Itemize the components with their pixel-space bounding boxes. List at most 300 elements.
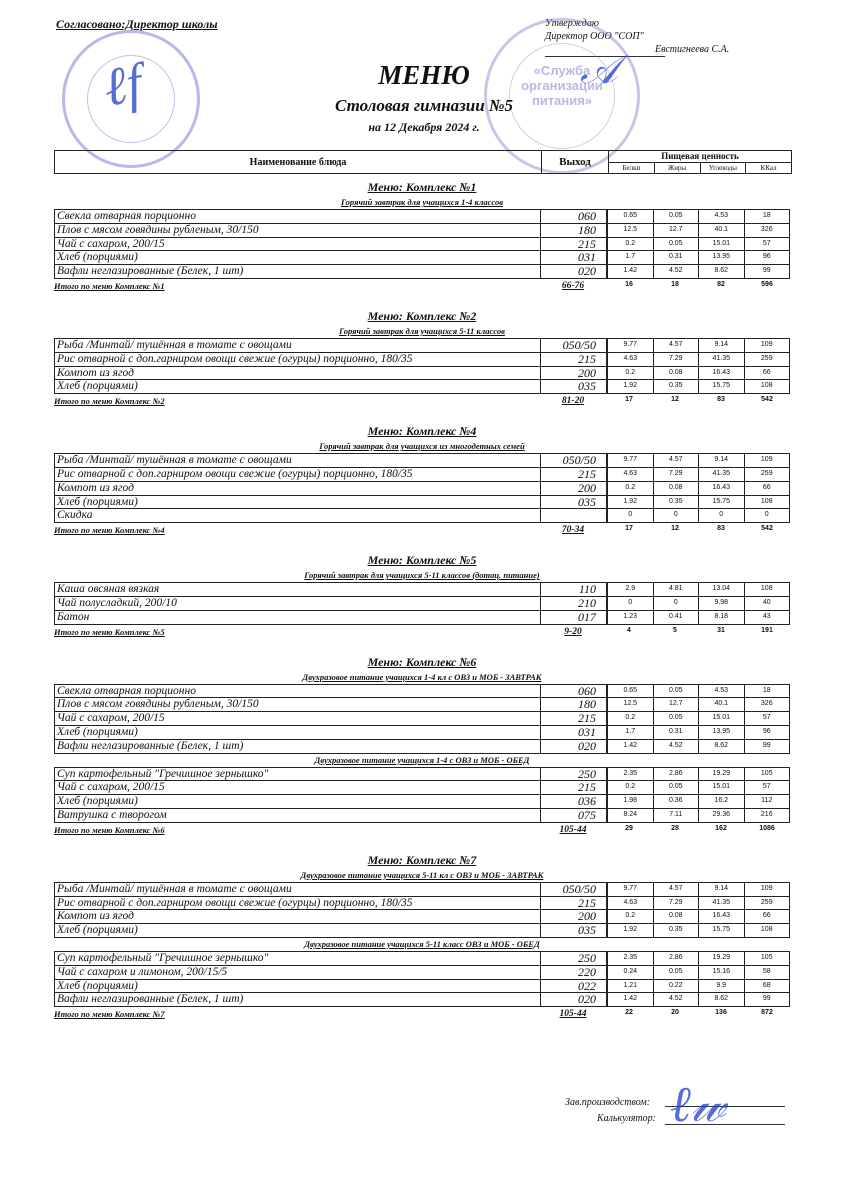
menu-table xyxy=(54,951,790,1007)
menu-table xyxy=(54,882,790,938)
kcal-value: 105 xyxy=(744,768,790,781)
dish-output: 220 xyxy=(541,966,607,979)
carbs-value: 15.75 xyxy=(698,924,744,937)
protein-value: 4.63 xyxy=(607,897,653,910)
fat-value: 0.08 xyxy=(653,910,699,923)
total-fat: 5 xyxy=(673,626,677,634)
menu-title: Меню: Комплекс №1 xyxy=(367,180,477,194)
carbs-value: 15.01 xyxy=(698,238,744,251)
table-row xyxy=(55,897,789,911)
protein-value: 0.2 xyxy=(607,781,653,794)
carbs-value: 15.75 xyxy=(698,380,744,393)
dish-name: Рис отварной с доп.гарниром овощи свежие (огурцы) порционно, 180/35 xyxy=(55,353,541,366)
dish-name: Хлеб (порциями) xyxy=(55,496,541,509)
table-row xyxy=(55,509,789,522)
total-fat: 12 xyxy=(671,396,679,404)
fat-value: 0 xyxy=(653,597,699,610)
table-row xyxy=(55,353,789,367)
fat-value: 0.05 xyxy=(653,210,699,223)
menu-group-title: Горячий завтрак для учащихся 1-4 классов xyxy=(340,197,504,207)
dish-output: 250 xyxy=(541,952,607,965)
fat-value: 0.35 xyxy=(653,380,699,393)
kcal-value: 109 xyxy=(744,454,790,467)
table-row xyxy=(55,367,789,381)
menu-table xyxy=(54,684,790,754)
kcal-value: 105 xyxy=(744,952,790,965)
table-row xyxy=(55,781,789,795)
fat-value: 0.35 xyxy=(653,496,699,509)
carbs-value: 4.53 xyxy=(698,210,744,223)
menu-section xyxy=(54,422,790,537)
dish-name: Чай с сахаром, 200/15 xyxy=(55,712,541,725)
dish-output: 050/50 xyxy=(541,339,607,352)
kcal-value: 108 xyxy=(744,583,790,596)
total-fat: 28 xyxy=(671,824,679,832)
kcal-value: 0 xyxy=(744,509,790,522)
fat-value: 0 xyxy=(653,509,699,522)
protein-value: 0.24 xyxy=(607,966,653,979)
fat-value: 4.81 xyxy=(653,583,699,596)
protein-value: 2.35 xyxy=(607,952,653,965)
table-row xyxy=(55,611,789,624)
fat-value: 12.7 xyxy=(653,224,699,237)
column-header-carbs: Углеводы xyxy=(701,163,747,173)
protein-value: 0.65 xyxy=(607,685,653,698)
fat-value: 0.05 xyxy=(653,966,699,979)
total-fat: 18 xyxy=(671,280,679,288)
kcal-value: 109 xyxy=(744,883,790,896)
kcal-value: 259 xyxy=(744,353,790,366)
kcal-value: 99 xyxy=(744,265,790,278)
fat-value: 0.35 xyxy=(653,924,699,937)
dish-output: 050/50 xyxy=(541,454,607,467)
menu-date: на 12 Декабря 2024 г. xyxy=(368,120,480,134)
carbs-value: 41.35 xyxy=(698,353,744,366)
menu-total-row xyxy=(54,823,790,837)
table-row xyxy=(55,726,789,740)
total-fat: 12 xyxy=(671,525,679,533)
dish-output: 020 xyxy=(541,265,607,278)
dish-output: 020 xyxy=(541,740,607,753)
protein-value: 0.2 xyxy=(607,712,653,725)
carbs-value: 16.43 xyxy=(698,482,744,495)
kcal-value: 96 xyxy=(744,251,790,264)
table-row xyxy=(55,768,789,782)
fat-value: 4.52 xyxy=(653,740,699,753)
menu-total-row xyxy=(54,394,790,408)
total-carbs: 83 xyxy=(717,525,725,533)
kcal-value: 326 xyxy=(744,698,790,711)
total-price: 66-76 xyxy=(561,280,585,291)
protein-value: 1.42 xyxy=(607,265,653,278)
kcal-value: 112 xyxy=(744,795,790,808)
dish-name: Свекла отварная порционно xyxy=(55,210,541,223)
table-row xyxy=(55,698,789,712)
kcal-value: 57 xyxy=(744,781,790,794)
menu-total-row xyxy=(54,523,790,537)
dish-output: 035 xyxy=(541,496,607,509)
carbs-value: 9.14 xyxy=(698,454,744,467)
dish-output: 110 xyxy=(541,583,607,596)
carbs-value: 15.16 xyxy=(698,966,744,979)
dish-name: Рыба /Минтай/ тушённая в томате с овощами xyxy=(55,454,541,467)
dish-name: Вафли неглазированные (Белек, 1 шт) xyxy=(55,740,541,753)
table-row xyxy=(55,468,789,482)
total-kcal: 872 xyxy=(761,1009,773,1017)
protein-value: 0 xyxy=(607,597,653,610)
fat-value: 0.05 xyxy=(653,712,699,725)
kcal-value: 109 xyxy=(744,339,790,352)
table-row xyxy=(55,583,789,597)
dish-output: 020 xyxy=(541,993,607,1006)
dish-name: Вафли неглазированные (Белек, 1 шт) xyxy=(55,993,541,1006)
dish-name: Свекла отварная порционно xyxy=(55,685,541,698)
dish-output: 017 xyxy=(541,611,607,624)
carbs-value: 16.43 xyxy=(698,910,744,923)
protein-value: 1.92 xyxy=(607,496,653,509)
kcal-value: 99 xyxy=(744,993,790,1006)
protein-value: 4.63 xyxy=(607,353,653,366)
table-row xyxy=(55,238,789,252)
total-protein: 17 xyxy=(625,396,633,404)
kcal-value: 58 xyxy=(744,966,790,979)
dish-output: 210 xyxy=(541,597,607,610)
table-row xyxy=(55,809,789,822)
protein-value: 9.77 xyxy=(607,883,653,896)
menu-total-row xyxy=(54,625,790,639)
fat-value: 0.05 xyxy=(653,781,699,794)
column-header-output: Выход xyxy=(542,151,609,173)
carbs-value: 13.04 xyxy=(698,583,744,596)
kcal-value: 96 xyxy=(744,726,790,739)
protein-value: 9.77 xyxy=(607,339,653,352)
total-carbs: 83 xyxy=(717,396,725,404)
menu-title: Меню: Комплекс №5 xyxy=(367,553,477,568)
fat-value: 0.31 xyxy=(653,251,699,264)
kcal-value: 259 xyxy=(744,897,790,910)
table-row xyxy=(55,339,789,353)
dish-name: Хлеб (порциями) xyxy=(55,726,541,739)
fat-value: 0.05 xyxy=(653,238,699,251)
dish-name: Чай полусладкий, 200/10 xyxy=(55,597,541,610)
dish-name: Хлеб (порциями) xyxy=(55,795,541,808)
table-row xyxy=(55,980,789,994)
carbs-value: 40.1 xyxy=(698,224,744,237)
total-carbs: 82 xyxy=(717,280,725,288)
fat-value: 2.86 xyxy=(653,952,699,965)
dish-name: Хлеб (порциями) xyxy=(55,251,541,264)
menu-group-title: Горячий завтрак для учащихся 5-11 классов xyxy=(339,325,505,336)
dish-output: 036 xyxy=(541,795,607,808)
dish-output: 250 xyxy=(541,768,607,781)
protein-value: 1.92 xyxy=(607,380,653,393)
total-price: 81-20 xyxy=(561,396,585,407)
approver-signature-icon: 𝒜 xyxy=(580,47,618,92)
kcal-value: 108 xyxy=(744,380,790,393)
table-row xyxy=(55,952,789,966)
total-kcal: 596 xyxy=(761,280,773,288)
menu-table xyxy=(54,209,790,279)
protein-value: 4.63 xyxy=(607,468,653,481)
protein-value: 1.7 xyxy=(607,251,653,264)
menu-total-row xyxy=(54,279,790,293)
carbs-value: 19.29 xyxy=(698,768,744,781)
approver-name: Евстигнеева С.А. xyxy=(655,44,730,55)
kcal-value: 108 xyxy=(744,924,790,937)
dish-output: 215 xyxy=(541,353,607,366)
dish-name: Каша овсяная вязкая xyxy=(55,583,541,596)
total-label: Итого по меню Комплекс №6 xyxy=(54,824,165,835)
carbs-value: 9.98 xyxy=(698,597,744,610)
production-head-label: Зав.производством: xyxy=(565,1097,651,1108)
menu-section xyxy=(54,653,790,837)
kcal-value: 68 xyxy=(744,980,790,993)
dish-output xyxy=(541,509,607,522)
carbs-value: 8.62 xyxy=(698,265,744,278)
protein-value: 0.2 xyxy=(607,482,653,495)
table-row xyxy=(55,740,789,753)
protein-value: 12.5 xyxy=(607,698,653,711)
table-row xyxy=(55,910,789,924)
approved-by-school-director: Согласовано:Директор школы xyxy=(56,17,218,31)
carbs-value: 4.53 xyxy=(698,685,744,698)
carbs-value: 16.43 xyxy=(698,367,744,380)
carbs-value: 16.2 xyxy=(698,795,744,808)
dish-output: 050/50 xyxy=(541,883,607,896)
kcal-value: 43 xyxy=(744,611,790,624)
protein-value: 1.21 xyxy=(607,980,653,993)
column-header-fat: Жиры xyxy=(655,163,701,173)
menu-title: Меню: Комплекс №6 xyxy=(367,654,477,669)
fat-value: 7.29 xyxy=(653,468,699,481)
carbs-value: 9.14 xyxy=(698,883,744,896)
dish-name: Чай с сахаром, 200/15 xyxy=(55,238,541,251)
protein-value: 1.23 xyxy=(607,611,653,624)
dish-name: Компот из ягод xyxy=(55,367,541,380)
table-row xyxy=(55,883,789,897)
column-header-name: Наименование блюда xyxy=(55,151,542,173)
dish-name: Плов с мясом говядины рубленым, 30/150 xyxy=(55,224,541,237)
table-row xyxy=(55,795,789,809)
table-row xyxy=(55,597,789,611)
menu-group-title: Двухразовое питание учащихся 5-11 класс ОВЗ и МОБ - ОБЕД xyxy=(304,938,540,949)
menu-section xyxy=(54,307,790,408)
fat-value: 7.29 xyxy=(653,897,699,910)
dish-output: 180 xyxy=(541,698,607,711)
menu-table xyxy=(54,338,790,394)
dish-name: Вафли неглазированные (Белек, 1 шт) xyxy=(55,265,541,278)
total-label: Итого по меню Комплекс №2 xyxy=(54,396,165,407)
kcal-value: 99 xyxy=(744,740,790,753)
dish-name: Суп картофельный "Гречишное зернышко" xyxy=(55,952,541,965)
dish-name: Хлеб (порциями) xyxy=(55,980,541,993)
dish-name: Чай с сахаром и лимоном, 200/15/5 xyxy=(55,966,541,979)
menu-section xyxy=(54,551,790,638)
fat-value: 2.86 xyxy=(653,768,699,781)
carbs-value: 40.1 xyxy=(698,698,744,711)
total-kcal: 1086 xyxy=(759,824,775,832)
table-row xyxy=(55,265,789,278)
total-protein: 22 xyxy=(625,1009,633,1017)
carbs-value: 29.36 xyxy=(698,809,744,822)
fat-value: 4.57 xyxy=(653,454,699,467)
kcal-value: 18 xyxy=(744,685,790,698)
menu-title: Меню: Комплекс №4 xyxy=(367,424,477,439)
total-protein: 16 xyxy=(625,280,633,288)
kcal-value: 57 xyxy=(744,238,790,251)
protein-value: 12.5 xyxy=(607,224,653,237)
protein-value: 1.98 xyxy=(607,795,653,808)
approve-label: Утверждаю xyxy=(545,18,599,29)
dish-output: 031 xyxy=(541,251,607,264)
dish-output: 215 xyxy=(541,468,607,481)
protein-value: 1.42 xyxy=(607,993,653,1006)
kcal-value: 40 xyxy=(744,597,790,610)
dish-output: 031 xyxy=(541,726,607,739)
carbs-value: 13.95 xyxy=(698,251,744,264)
total-carbs: 162 xyxy=(715,824,727,832)
fat-value: 4.52 xyxy=(653,265,699,278)
protein-value: 2.35 xyxy=(607,768,653,781)
fat-value: 0.31 xyxy=(653,726,699,739)
carbs-value: 15.01 xyxy=(698,712,744,725)
table-row xyxy=(55,224,789,238)
footer-signature-icon: ℓ𝓌 xyxy=(670,1076,726,1132)
fat-value: 0.08 xyxy=(653,482,699,495)
fat-value: 0.05 xyxy=(653,685,699,698)
dish-output: 215 xyxy=(541,897,607,910)
total-label: Итого по меню Комплекс №5 xyxy=(54,626,165,637)
table-row xyxy=(55,454,789,468)
protein-value: 1.92 xyxy=(607,924,653,937)
table-row xyxy=(55,924,789,937)
dish-name: Рис отварной с доп.гарниром овощи свежие (огурцы) порционно, 180/35 xyxy=(55,897,541,910)
kcal-value: 18 xyxy=(744,210,790,223)
menu-group-title: Двухразовое питание учащихся 5-11 кл с ОВЗ и МОБ - ЗАВТРАК xyxy=(300,869,544,880)
table-row xyxy=(55,251,789,265)
total-kcal: 542 xyxy=(761,396,773,404)
dish-output: 060 xyxy=(541,210,607,223)
carbs-value: 9.9 xyxy=(698,980,744,993)
dish-name: Компот из ягод xyxy=(55,482,541,495)
menu-table xyxy=(54,767,790,823)
carbs-value: 13.95 xyxy=(698,726,744,739)
dish-output: 060 xyxy=(541,685,607,698)
kcal-value: 66 xyxy=(744,367,790,380)
dish-name: Плов с мясом говядины рубленым, 30/150 xyxy=(55,698,541,711)
kcal-value: 108 xyxy=(744,496,790,509)
kcal-value: 66 xyxy=(744,482,790,495)
menu-list xyxy=(54,176,790,1035)
carbs-value: 8.62 xyxy=(698,740,744,753)
menu-group-title: Двухразовое питание учащихся 1-4 с ОВЗ и МОБ - ОБЕД xyxy=(314,754,530,765)
protein-value: 0.2 xyxy=(607,910,653,923)
total-protein: 29 xyxy=(625,824,633,832)
carbs-value: 19.29 xyxy=(698,952,744,965)
total-fat: 20 xyxy=(671,1009,679,1017)
protein-value: 2.9 xyxy=(607,583,653,596)
stamp-text: «Служба организации питания» xyxy=(521,63,603,108)
carbs-value: 41.35 xyxy=(698,468,744,481)
fat-value: 7.29 xyxy=(653,353,699,366)
dish-output: 035 xyxy=(541,380,607,393)
kcal-value: 216 xyxy=(744,809,790,822)
dish-name: Скидка xyxy=(55,509,541,522)
menu-section xyxy=(54,178,790,293)
protein-value: 1.42 xyxy=(607,740,653,753)
kcal-value: 259 xyxy=(744,468,790,481)
dish-name: Хлеб (порциями) xyxy=(55,924,541,937)
menu-table xyxy=(54,582,790,624)
total-label: Итого по меню Комплекс №4 xyxy=(54,525,165,536)
carbs-value: 8.18 xyxy=(698,611,744,624)
calculator-label: Калькулятор: xyxy=(597,1113,656,1124)
table-header xyxy=(54,150,792,174)
total-price: 105-44 xyxy=(559,1009,587,1020)
carbs-value: 41.35 xyxy=(698,897,744,910)
dish-output: 200 xyxy=(541,367,607,380)
total-protein: 17 xyxy=(625,525,633,533)
fat-value: 0.08 xyxy=(653,367,699,380)
protein-value: 0.65 xyxy=(607,210,653,223)
kcal-value: 57 xyxy=(744,712,790,725)
table-row xyxy=(55,482,789,496)
dish-name: Суп картофельный "Гречишное зернышко" xyxy=(55,768,541,781)
table-row xyxy=(55,210,789,224)
dish-output: 075 xyxy=(541,809,607,822)
dish-name: Рис отварной с доп.гарниром овощи свежие (огурцы) порционно, 180/35 xyxy=(55,468,541,481)
carbs-value: 15.01 xyxy=(698,781,744,794)
carbs-value: 9.14 xyxy=(698,339,744,352)
total-price: 9-20 xyxy=(564,626,582,637)
kcal-value: 326 xyxy=(744,224,790,237)
carbs-value: 8.62 xyxy=(698,993,744,1006)
protein-value: 0 xyxy=(607,509,653,522)
menu-group-title: Горячий завтрак для учащихся из многодетных семей xyxy=(319,441,525,452)
dish-output: 200 xyxy=(541,482,607,495)
dish-name: Батон xyxy=(55,611,541,624)
fat-value: 0.41 xyxy=(653,611,699,624)
fat-value: 12.7 xyxy=(653,698,699,711)
fat-value: 4.52 xyxy=(653,993,699,1006)
fat-value: 4.57 xyxy=(653,339,699,352)
fat-value: 4.57 xyxy=(653,883,699,896)
kcal-value: 66 xyxy=(744,910,790,923)
protein-value: 9.77 xyxy=(607,454,653,467)
table-row xyxy=(55,496,789,510)
fat-value: 0.36 xyxy=(653,795,699,808)
table-row xyxy=(55,993,789,1006)
protein-value: 0.2 xyxy=(607,238,653,251)
dish-name: Компот из ягод xyxy=(55,910,541,923)
dish-output: 022 xyxy=(541,980,607,993)
menu-group-title: Двухразовое питание учащихся 1-4 кл с ОВЗ и МОБ - ЗАВТРАК xyxy=(302,671,542,682)
menu-total-row xyxy=(54,1007,790,1021)
carbs-value: 0 xyxy=(698,509,744,522)
menu-title: Меню: Комплекс №2 xyxy=(367,308,477,323)
table-row xyxy=(55,685,789,699)
nutrition-title: Пищевая ценность xyxy=(609,151,791,163)
approve-position: Директор ООО "СОП" xyxy=(545,31,644,42)
fat-value: 7.11 xyxy=(653,809,699,822)
column-header-protein: Белки xyxy=(609,163,655,173)
carbs-value: 15.75 xyxy=(698,496,744,509)
total-label: Итого по меню Комплекс №7 xyxy=(54,1009,165,1020)
column-header-kcal: ККал xyxy=(760,164,777,172)
column-header-nutrition xyxy=(609,151,791,173)
menu-section xyxy=(54,851,790,1021)
dish-name: Чай с сахаром, 200/15 xyxy=(55,781,541,794)
